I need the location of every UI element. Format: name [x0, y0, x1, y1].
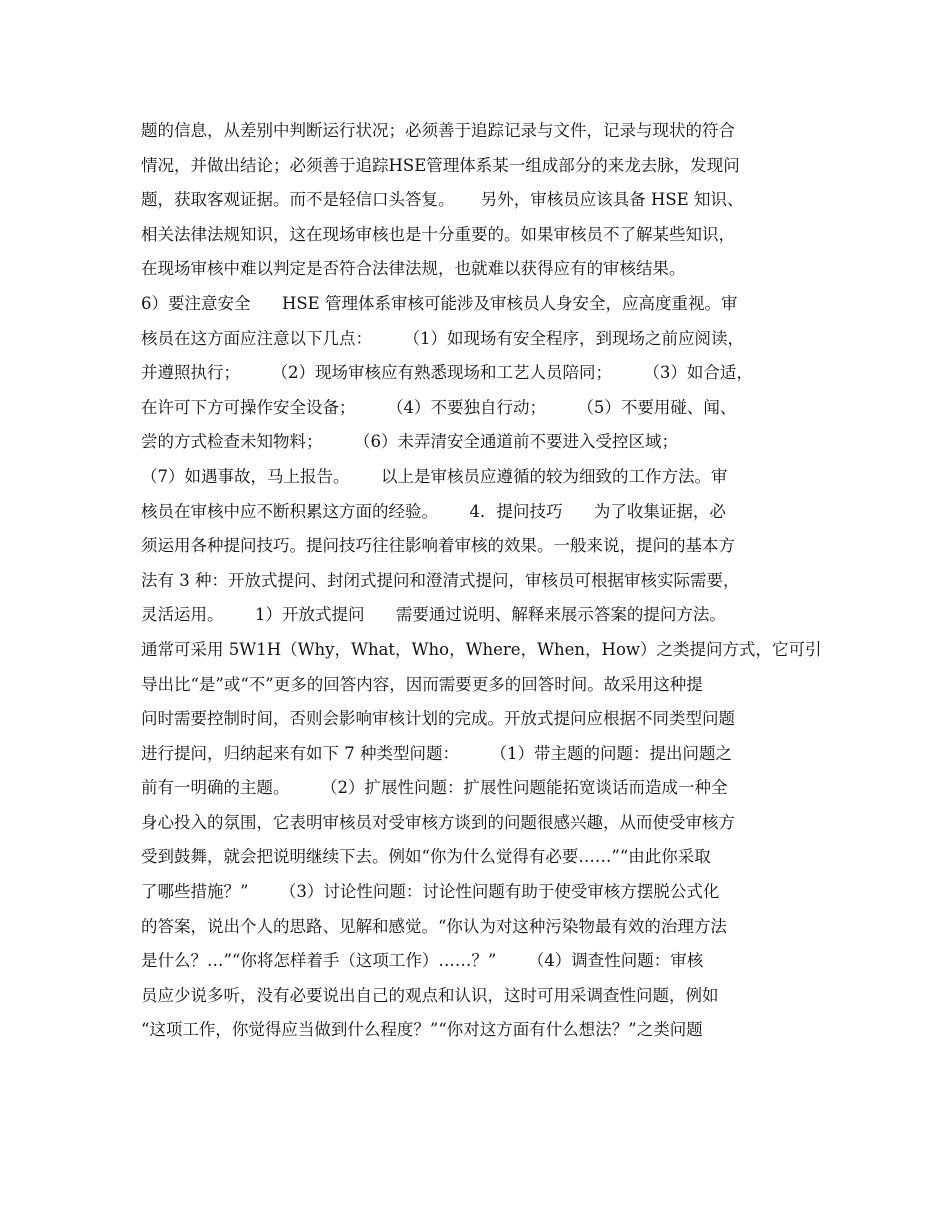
text-line: 的答案，说出个人的思路、见解和感觉。“你认为对这种污染物最有效的治理方法 — [141, 916, 727, 936]
text-line: 身心投入的氛围，它表明审核员对受审核方谈到的问题很感兴趣，从而使受审核方 — [141, 812, 735, 832]
text-line: 相关法律法规知识，这在现场审核也是十分重要的。如果审核员不了解某些知识， — [141, 224, 735, 244]
text-line: 核员在审核中应不断积累这方面的经验。 4．提问技巧 为了收集证据，必 — [141, 501, 726, 521]
text-line: “这项工作，你觉得应当做到什么程度？”“你对这方面有什么想法？”之类问题 — [141, 1020, 703, 1040]
text-line: 受到鼓舞，就会把说明继续下去。例如“你为什么觉得有必要……”“由此你采取 — [141, 847, 711, 867]
text-line: 问时需要控制时间，否则会影响审核计划的完成。开放式提问应根据不同类型问题 — [141, 709, 735, 729]
body-text — [141, 114, 821, 1048]
text-line: 了哪些措施？” （3）讨论性问题：讨论性问题有助于使受审核方摆脱公式化 — [141, 882, 720, 902]
text-line: 题，获取客观证据。而不是轻信口头答复。 另外，审核员应该具备 HSE 知识、 — [141, 190, 744, 210]
text-line: 通常可采用 5W1H（Why，What，Who，Where，When，How）之类提问方式，它可引 — [141, 639, 822, 659]
text-line: 导出比“是”或“不”更多的回答内容，因而需要更多的回答时间。故采用这种提 — [141, 674, 703, 694]
text-line: 题的信息，从差别中判断运行状况；必须善于追踪记录与文件，记录与现状的符合 — [141, 121, 735, 140]
text-line: 灵活运用。 1）开放式提问 需要通过说明、解释来展示答案的提问方法。 — [141, 605, 726, 625]
text-line: 在许可下方可操作安全设备； （4）不要独自行动； （5）不要用碰、闻、 — [141, 397, 737, 417]
text-line: 情况，并做出结论；必须善于追踪HSE管理体系某一组成部分的来龙去脉，发现问 — [141, 155, 740, 175]
text-line: 在现场审核中难以判定是否符合法律法规，也就难以获得应有的审核结果。 — [141, 259, 686, 279]
text-line: 是什么？…”“你将怎样着手（这项工作）……？” （4）调查性问题：审核 — [141, 951, 704, 971]
text-line: 前有一明确的主题。 （2）扩展性问题：扩展性问题能拓宽谈话而造成一种全 — [141, 778, 728, 798]
text-line: 并遵照执行； （2）现场审核应有熟悉现场和工艺人员陪同； （3）如合适， — [141, 363, 753, 383]
text-line: 尝的方式检查未知物料； （6）未弄清安全通道前不要进入受控区域； — [141, 432, 678, 452]
text-line: 须运用各种提问技巧。提问技巧往往影响着审核的效果。一般来说，提问的基本方 — [141, 536, 735, 556]
text-line: 员应少说多听，没有必要说出自己的观点和认识，这时可用采调查性问题，例如 — [141, 985, 719, 1005]
text-line: （7）如遇事故，马上报告。 以上是审核员应遵循的较为细致的工作方法。审 — [141, 466, 728, 486]
text-line: 核员在这方面应注意以下几点： （1）如现场有安全程序，到现场之前应阅读， — [141, 328, 744, 348]
text-line: 法有 3 种：开放式提问、封闭式提问和澄清式提问，审核员可根据审核实际需要， — [141, 570, 740, 590]
text-line: 6）要注意安全 HSE 管理体系审核可能涉及审核员人身安全，应高度重视。审 — [141, 293, 738, 313]
text-line: 进行提问，归纳起来有如下 7 种类型问题： （1）带主题的问题：提出问题之 — [141, 743, 732, 763]
